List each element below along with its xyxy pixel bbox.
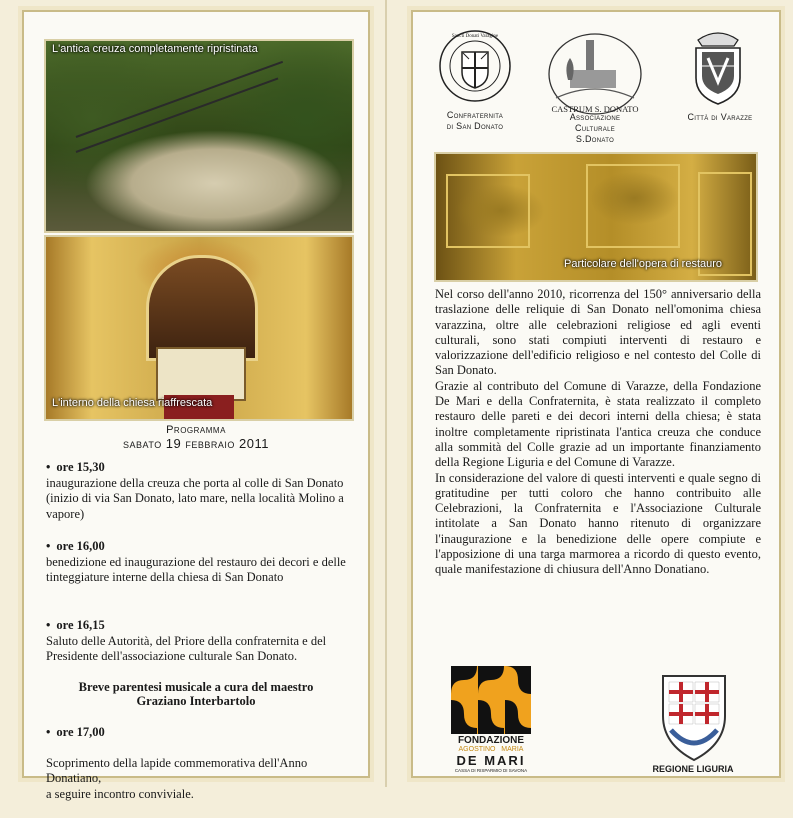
- svg-text:Sancti Donati Varagine: Sancti Donati Varagine: [451, 34, 499, 39]
- creuza-photo: [44, 39, 354, 233]
- sponsor-line: CASSA DI RISPARMIO DI SAVONA: [454, 768, 528, 773]
- decor-frame: [446, 174, 530, 248]
- musical-interlude-line2: Graziano Interbartolo: [136, 694, 256, 708]
- logo-line: Culturale: [574, 123, 616, 133]
- history-text: [435, 287, 761, 578]
- sponsor-line: DE MARI: [456, 753, 526, 768]
- railing-lower: [76, 78, 279, 153]
- program-time: • ore 16,00: [46, 539, 364, 555]
- program-item: [46, 539, 364, 586]
- program-text: Saluto delle Autorità, del Priore della confraternita e del Presidente dell'associazione culturale San Donato.: [46, 633, 327, 663]
- logo-line: di San Donato: [446, 121, 504, 131]
- program-time: • ore 16,15: [46, 618, 364, 634]
- varazze-caption: Città di Varazze: [687, 112, 753, 122]
- logo-line: S.Donato: [575, 134, 615, 144]
- sponsor-line: AGOSTINO MARIA: [458, 746, 524, 753]
- decor-frame: [586, 164, 680, 248]
- confraternita-caption: [423, 110, 527, 132]
- left-panel: [22, 10, 370, 801]
- program-item: [46, 709, 364, 818]
- program-text: Scoprimento della lapide commemorativa dell'Anno Donatiano, a seguire incontro conviviale.: [46, 755, 308, 801]
- event-date: sabato 19 febbraio 2011: [123, 436, 269, 451]
- history-paragraph: Nel corso dell'anno 2010, ricorrenza del 150° anniversario della traslazione delle reliquie di San Donato nell'omonima chiesa varazzina, oltre alle celebrazioni religiose ed agli eventi culturali, sono stati compiuti interventi di restauro e valorizzazione dell'edificio religioso e nel contesto del Colle di San Donato.: [435, 287, 761, 378]
- program-text: inaugurazione della creuza che porta al colle di San Donato (inizio di via San Donato, lato mare, nella località Molino a vapore): [46, 475, 344, 521]
- logo-line: Confraternita: [446, 110, 504, 120]
- fondazione-de-mari-logo-icon: [451, 666, 531, 734]
- sponsor-line: FONDAZIONE: [457, 735, 525, 746]
- program-item: [46, 618, 364, 665]
- creuza-caption: L'antica creuza completamente ripristinata: [52, 43, 258, 55]
- musical-interlude-line1: Breve parentesi musicale a cura del maestro: [78, 680, 314, 694]
- altar: [156, 347, 246, 401]
- history-paragraph: Grazie al contributo del Comune di Varazze, della Fondazione De Mari e della Confraternita, è stata realizzato il completo restauro delle pareti e dei decori interni della chiesa; è stata inoltre completamente ripristinata l'antica creuza che conduce alla sommità del Colle grazie ad un importante finanziamento della Regione Liguria e del Comune di Varazze.: [435, 378, 761, 470]
- history-paragraph: In considerazione del valore di questi interventi e quale segno di gratitudine per tutti coloro che hanno contribuito alle Celebrazioni, la Confraternita e l'Associazione Culturale intitolate a San Donato hanno ritenuto di organizzare l'inaugurazione e la benedizione delle opere compiute e l'apposizione di una targa marmorea a ricordo di questo evento, quale manifestazione di chiusura dell'Anno Donatiano.: [435, 470, 761, 577]
- associazione-caption: [543, 112, 647, 145]
- fondazione-de-mari-caption: [451, 735, 531, 773]
- logo-line: Associazione: [569, 112, 621, 122]
- railing: [76, 61, 283, 138]
- programma-heading: Programma: [166, 424, 226, 436]
- castrum-san-donato-logo-icon: [546, 26, 644, 118]
- right-panel: [411, 10, 781, 778]
- apse-arch: [146, 255, 258, 361]
- svg-text:CASTRUM S. DONATO: CASTRUM S. DONATO: [551, 104, 639, 114]
- regione-liguria-crest-icon: [659, 672, 729, 764]
- program-time: • ore 15,30: [46, 460, 364, 476]
- confraternita-seal-icon: [435, 28, 515, 104]
- restauro-caption: Particolare dell'opera di restauro: [564, 258, 723, 270]
- program-text: benedizione ed inaugurazione del restauro dei decori e delle tinteggiature interne della chiesa di San Donato: [46, 554, 346, 584]
- fold-line: [385, 0, 387, 787]
- program-item: [46, 460, 364, 522]
- restoration-detail-photo: [434, 152, 758, 282]
- program-time: • ore 17,00: [46, 725, 364, 741]
- interior-caption: L'interno della chiesa riaffrescata: [52, 397, 213, 409]
- regione-liguria-caption: REGIONE LIGURIA: [652, 764, 734, 774]
- varazze-crest-icon: [688, 26, 748, 108]
- church-interior-photo: [44, 235, 354, 421]
